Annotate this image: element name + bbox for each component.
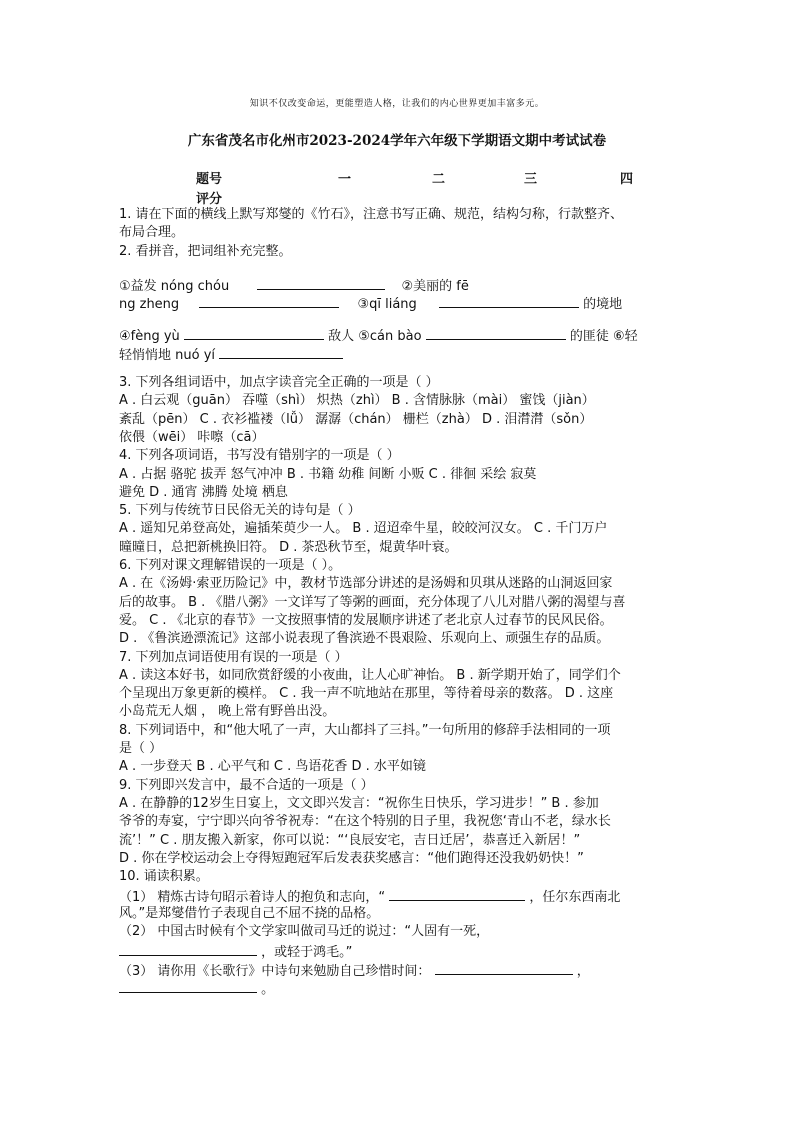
q5-options-2: 曈曈日，总把新桃换旧符。 D . 茶恐秋节至，焜黄华叶衰。 (119, 539, 458, 555)
q2-item-4: ④fèng yù (119, 329, 180, 345)
q4-options-2: 避免 D . 通宵 沸腾 处境 栖息 (119, 484, 288, 500)
q8-options: A . 一步登天 B . 心平气和 C . 鸟语花香 D . 水平如镜 (119, 759, 426, 775)
q2-item-2-cont: ng zheng (119, 297, 180, 313)
q3-prompt: 3. 下列各组词语中，加点字读音完全正确的一项是（ ） (119, 375, 439, 391)
q2-item-3-tail: 的境地 (583, 297, 623, 313)
score-table-row-label: 评分 (196, 192, 223, 207)
q5-prompt: 5. 下列与传统节日民俗无关的诗句是（ ） (119, 503, 361, 519)
q10-2-tail: ，或轻于鸿毛。” (261, 945, 353, 961)
answer-blank[interactable] (439, 293, 579, 308)
q2-row-3 (119, 325, 677, 343)
q7-options-2: 个呈现出万象更新的模样。 C . 我一声不吭地站在那里，等待着母亲的数落。 D . 这座 (119, 686, 614, 702)
q3-options-2: 紊乱（pēn） C . 衣衫褴褛（lǚ） 潺潺（chán） 栅栏（zhà） D . 泪潸潸（sǒn） (119, 411, 593, 427)
q8-prompt-2: 是（ ） (119, 741, 163, 757)
score-col-4: 四 (620, 172, 634, 187)
q4-prompt: 4. 下列各项词语，书写没有错别字的一项是（ ） (119, 448, 400, 464)
q2-prompt: 2. 看拼音，把词组补充完整。 (119, 243, 292, 259)
q6-options-2: 后的故事。 B . 《腊八粥》一文详写了等粥的画面，充分体现了八儿对腊八粥的渴望与喜 (119, 594, 626, 610)
q10-3-line-2 (119, 978, 677, 996)
q1-line-2: 布局合理。 (119, 225, 185, 241)
answer-blank[interactable] (199, 293, 339, 308)
q6-options-1: A . 在《汤姆·索亚历险记》中，教材节选部分讲述的是汤姆和贝琪从迷路的山洞返回家 (119, 576, 613, 592)
q6-prompt: 6. 下列对课文理解错误的一项是（ ）。 (119, 558, 342, 574)
score-col-3: 三 (524, 172, 538, 187)
q9-options-2: 爷爷的寿宴，宁宁即兴向爷爷祝寿：“在这个特别的日子里，我祝您‘青山不老，绿水长 (119, 814, 611, 830)
q6-options-3: 爱。 C . 《北京的春节》一文按照事情的发展顺序讲述了老北京人过春节的民风民俗。 (119, 612, 613, 628)
q4-options-1: A . 占据 骆驼 拔弄 怒气冲冲 B . 书籍 幼稚 间断 小贩 C . 徘徊 采绘 寂莫 (119, 466, 537, 482)
q3-options-3: 依偎（wēi） 咔嚓（cā） (119, 429, 265, 445)
q10-1-text: （1） 精炼古诗句昭示着诗人的抱负和志向，“ (119, 890, 386, 906)
q7-options-3: 小岛荒无人烟 ， 晚上常有野兽出没。 (119, 704, 336, 720)
q2-row-1 (119, 275, 677, 293)
q10-3-line-1 (119, 960, 677, 978)
q2-row-2 (119, 293, 677, 311)
answer-blank[interactable] (219, 344, 343, 359)
q10-prompt: 10. 诵读积累。 (119, 869, 209, 885)
q10-2-line-2 (119, 941, 677, 959)
q7-options-1: A . 读这本好书，如同欣赏舒缓的小夜曲，让人心旷神怡。 B . 新学期开始了，同学们个 (119, 667, 621, 683)
q9-options-4: D . 你在学校运动会上夺得短跑冠军后发表获奖感言：“他们跑得还没我奶奶快！” (119, 850, 584, 866)
answer-blank[interactable] (184, 325, 324, 340)
score-col-1: 一 (338, 172, 352, 187)
answer-blank[interactable] (119, 978, 257, 993)
q2-item-2: ②美丽的 fē (401, 278, 469, 294)
page-motto: 知识不仅改变命运，更能塑造人格，让我们的内心世界更加丰富多元。 (249, 99, 545, 109)
answer-blank[interactable] (389, 886, 525, 901)
exam-title: 广东省茂名市化州市2023-2024学年六年级下学期语文期中考试试卷 (187, 133, 607, 149)
q2-row-4 (119, 344, 677, 362)
score-table-header-row (196, 168, 646, 186)
q1-line-1: 1. 请在下面的横线上默写郑燮的《竹石》，注意书写正确、规范，结构匀称，行款整齐、 (119, 207, 624, 222)
score-col-2: 二 (432, 172, 446, 187)
score-table-header: 题号 (196, 172, 223, 187)
q10-3-text: （3） 请你用《长歌行》中诗句来勉励自己珍惜时间： (119, 963, 431, 979)
q2-item-1: ①益发 nóng chóu (119, 278, 230, 294)
q2-item-3: ③qī liáng (357, 297, 417, 313)
q3-options-1: A . 白云观（guān） 吞噬（shì） 炽热（zhì） B . 含情脉脉（mài） 蜜饯（jiàn） (119, 393, 595, 409)
q9-options-3: 流’！” C . 朋友搬入新家，你可以说：“‘良辰安宅，吉日迁居’，恭喜迁入新居！” (119, 832, 581, 848)
q9-options-1: A . 在静静的12岁生日宴上，文文即兴发言：“祝你生日快乐，学习进步！” B . 参加 (119, 795, 599, 811)
q7-prompt: 7. 下列加点词语使用有误的一项是（ ） (119, 649, 348, 665)
answer-blank[interactable] (435, 960, 573, 975)
answer-blank[interactable] (426, 325, 566, 340)
q10-3-end: 。 (261, 981, 275, 997)
exam-content (119, 206, 677, 996)
q10-3-comma: ， (576, 963, 590, 979)
q5-options-1: A . 遥知兄弟登高处，遍插茱萸少一人。 B . 迢迢牵牛星，皎皎河汉女。 C . 千门万户 (119, 521, 608, 537)
q2-item-5: 敌人 ⑤cán bào (328, 329, 422, 345)
q2-item-6: 的匪徒 ⑥轻 (569, 329, 638, 345)
q10-1-line-2: 风。”是郑燮借竹子表现自己不屈不挠的品格。 (119, 905, 380, 921)
q10-2-line-1: （2） 中国古时候有个文学家叫做司马迁的说过：“人固有一死， (119, 923, 490, 939)
q10-1-tail: ，任尔东西南北 (529, 890, 621, 906)
answer-blank[interactable] (119, 941, 257, 956)
q10-1-line-1 (119, 886, 677, 904)
q2-item-6-cont: 轻悄悄地 nuó yí (119, 347, 216, 363)
answer-blank[interactable] (257, 275, 385, 290)
q6-options-4: D . 《鲁滨逊漂流记》这部小说表现了鲁滨逊不畏艰险、乐观向上、顽强生存的品质。 (119, 631, 610, 647)
q8-prompt-1: 8. 下列词语中，和“他大吼了一声，大山都抖了三抖。”一句所用的修辞手法相同的一项 (119, 722, 611, 738)
q9-prompt: 9. 下列即兴发言中，最不合适的一项是（ ） (119, 777, 374, 793)
